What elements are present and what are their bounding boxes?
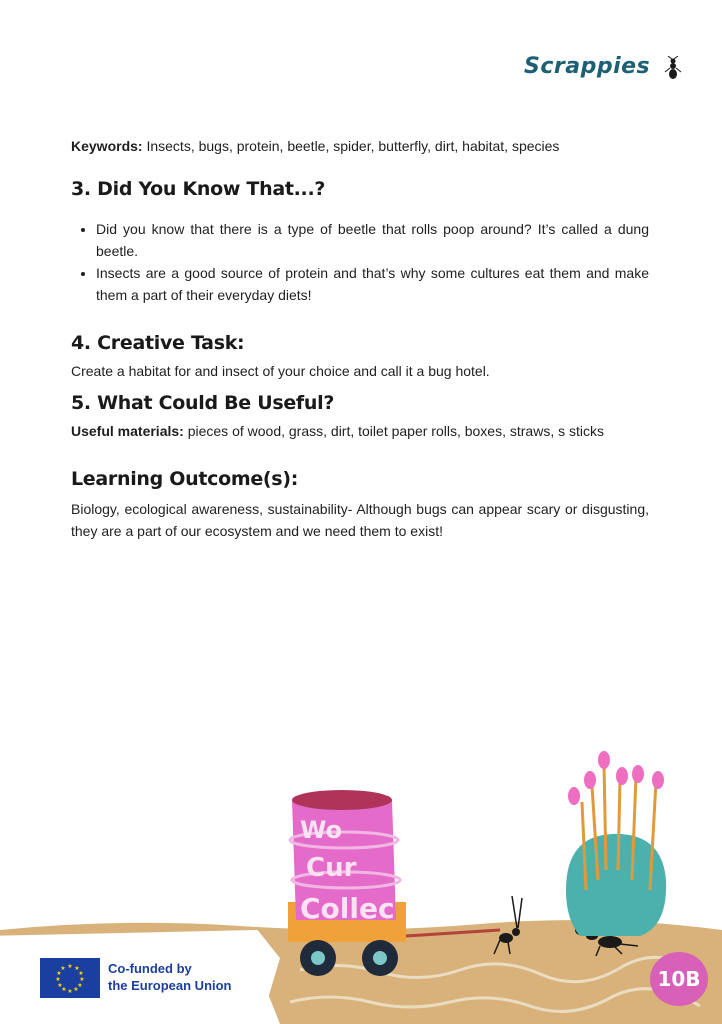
cup-text: Cur [306, 853, 357, 883]
cup-text: Collec [300, 892, 395, 925]
svg-text:★: ★ [67, 963, 73, 970]
svg-text:★: ★ [57, 982, 63, 989]
useful-materials-text [71, 420, 649, 442]
svg-text:★: ★ [56, 970, 62, 977]
eu-line-2: the European Union [108, 978, 232, 993]
svg-text:★: ★ [55, 976, 61, 983]
eu-line-1: Co-funded by [108, 961, 192, 976]
list-item: • Insects are a good source of protein and that’s why some cultures eat them and make them a part of their everyday diets! [96, 262, 649, 306]
svg-text:★: ★ [67, 988, 73, 995]
creative-task-text: Create a habitat for and insect of your choice and call it a bug hotel. [71, 363, 490, 379]
list-item: • Did you know that there is a type of beetle that rolls poop around? It’s called a dung beetle. [96, 218, 649, 262]
useful-materials-list: pieces of wood, grass, dirt, toilet paper rolls, boxes, straws, s sticks [183, 423, 604, 439]
page-content [71, 136, 649, 542]
cup-text: Wo [300, 816, 343, 844]
svg-text:★: ★ [73, 986, 79, 993]
did-you-know-list [71, 218, 649, 306]
svg-text:★: ★ [79, 976, 85, 983]
section5-heading: 5. What Could Be Useful? [71, 392, 335, 414]
keywords-line [71, 136, 649, 156]
match-heads [568, 751, 664, 805]
useful-materials-label: Useful materials: [71, 423, 184, 439]
section3-heading: 3. Did You Know That...? [71, 178, 326, 200]
scrappies-logo [524, 54, 682, 86]
section4-heading: 4. Creative Task: [71, 332, 245, 354]
page-number-badge: 10B [650, 952, 708, 1006]
eu-funding-text [108, 960, 232, 994]
logo-text: Scrappies [524, 54, 651, 79]
svg-text:★: ★ [61, 986, 67, 993]
ant-logo-icon [662, 56, 684, 82]
outcome-text: Biology, ecological awareness, sustainability- Although bugs can appear scary or disgusting, they are a part of our ecosystem and we need them to exist! [71, 501, 649, 539]
svg-text:★: ★ [74, 965, 80, 972]
eu-flag-icon [40, 958, 100, 998]
keywords-label: Keywords: [71, 138, 143, 154]
svg-text:★: ★ [78, 970, 84, 977]
outcome-heading: Learning Outcome(s): [71, 468, 299, 490]
keywords-text: Insects, bugs, protein, beetle, spider, butterfly, dirt, habitat, species [142, 138, 560, 154]
svg-text:★: ★ [60, 965, 66, 972]
svg-text:★: ★ [77, 982, 83, 989]
